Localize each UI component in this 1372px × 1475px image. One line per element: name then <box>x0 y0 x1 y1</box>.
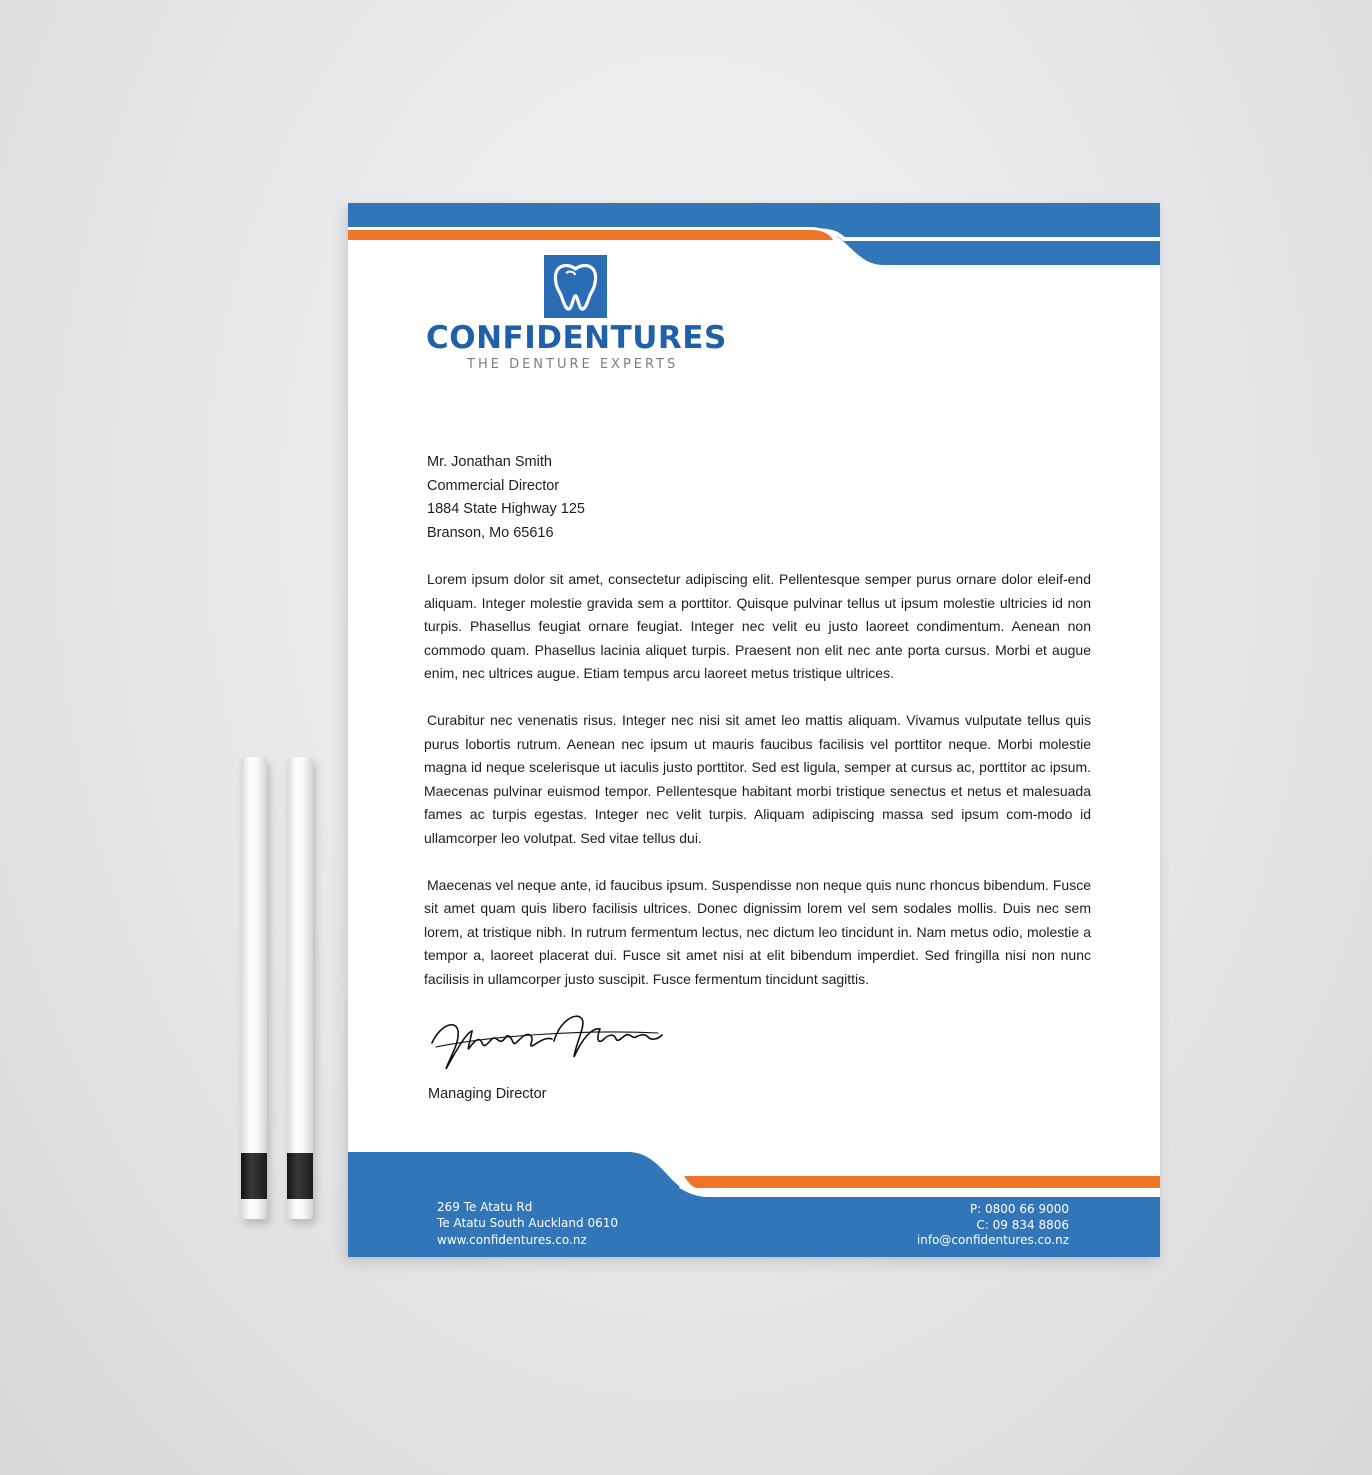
footer-address-line1: 269 Te Atatu Rd <box>437 1200 533 1214</box>
header-band <box>348 203 1160 273</box>
recipient-title: Commercial Director <box>427 477 560 494</box>
letterhead-sheet <box>348 203 1160 1257</box>
pen-left <box>241 757 267 1219</box>
header-orange-stripe <box>348 230 833 240</box>
recipient-street: 1884 State Highway 125 <box>427 501 585 517</box>
footer-website[interactable]: www.confidentures.co.nz <box>437 1233 587 1247</box>
letter-body <box>424 568 1091 1015</box>
signature <box>426 1003 666 1083</box>
footer-email[interactable]: info@confidentures.co.nz <box>916 1233 1069 1247</box>
footer-address-line2: Te Atatu South Auckland 0610 <box>437 1215 618 1230</box>
pen-right <box>287 757 313 1219</box>
brand-name: CONFIDENTURES <box>426 320 727 356</box>
recipient-name: Mr. Jonathan Smith <box>427 454 552 470</box>
body-paragraph: Curabitur nec venenatis risus. Integer nec nisi sit amet leo mattis aliquam. Vivamus vulputate tellus quis purus lobortis rutrum. Aenean nec ipsum ut mauris faucibus facilisis vel porttitor neque. Morbi molestie magna id neque scelerisque ut iaculis justo porttitor. Sed est ligula, semper at cursus ac, porttitor ac ipsum. Maecenas pulvinar euismod tempor. Pellentesque habitant morbi tristique senectus et netus et malesuada fames ac turpis egestas. Integer nec velit turpis. Aliquam adipiscing massa sed ipsum com-modo id ullamcorper leo volutpat. Sed vitae tellus dui. <box>424 712 1091 846</box>
tooth-icon <box>544 255 607 318</box>
pen-left-band <box>241 1153 267 1199</box>
body-paragraph: Lorem ipsum dolor sit amet, consectetur adipiscing elit. Pellentesque semper purus ornare dolor eleif-end aliquam. Integer molestie gravida sem a porttitor. Quisque pulvinar tellus ut ipsum molestie ultricies id non turpis. Phasellus feugiat ornare feugiat. Integer nec velit eu justo laoreet condimentum. Aenean non commodo quam. Phasellus lacinia aliquet turpis. Praesent non elit nec ante porta cursus. Morbi et augue enim, nec ultrices augue. Etiam tempus arcu laoreet metus tristique ultrices. <box>424 571 1091 681</box>
footer-contacts <box>917 1202 1069 1249</box>
body-paragraph: Maecenas vel neque ante, id faucibus ipsum. Suspendisse non neque quis nunc rhoncus bibendum. Fusce sit amet quam quis libero facilisis ultrices. Donec dignissim lorem vel sem sodales mollis. Duis nec sem lorem, at tristique nibh. In rutrum fermentum lectus, nec dictum leo tincidunt in. Nam metus odio, molestie a tempor a, laoreet placerat dui. Fusce sit amet nisi at elit bibendum imperdiet. Sed fringilla nisi non nunc facilisis in ullamcorper justo suscipit. Fusce fermentum tincidunt sagittis. <box>424 876 1091 987</box>
footer-address <box>437 1200 618 1249</box>
footer-phone: P: 0800 66 9000 <box>969 1202 1069 1216</box>
pen-right-band <box>287 1153 313 1199</box>
brand-tagline: THE DENTURE EXPERTS <box>467 357 679 372</box>
recipient-city: Branson, Mo 65616 <box>427 524 554 541</box>
recipient-address <box>427 451 585 545</box>
footer-cell: C: 09 834 8806 <box>976 1217 1069 1232</box>
footer-orange-stripe <box>684 1176 1160 1188</box>
signature-title: Managing Director <box>428 1086 547 1102</box>
